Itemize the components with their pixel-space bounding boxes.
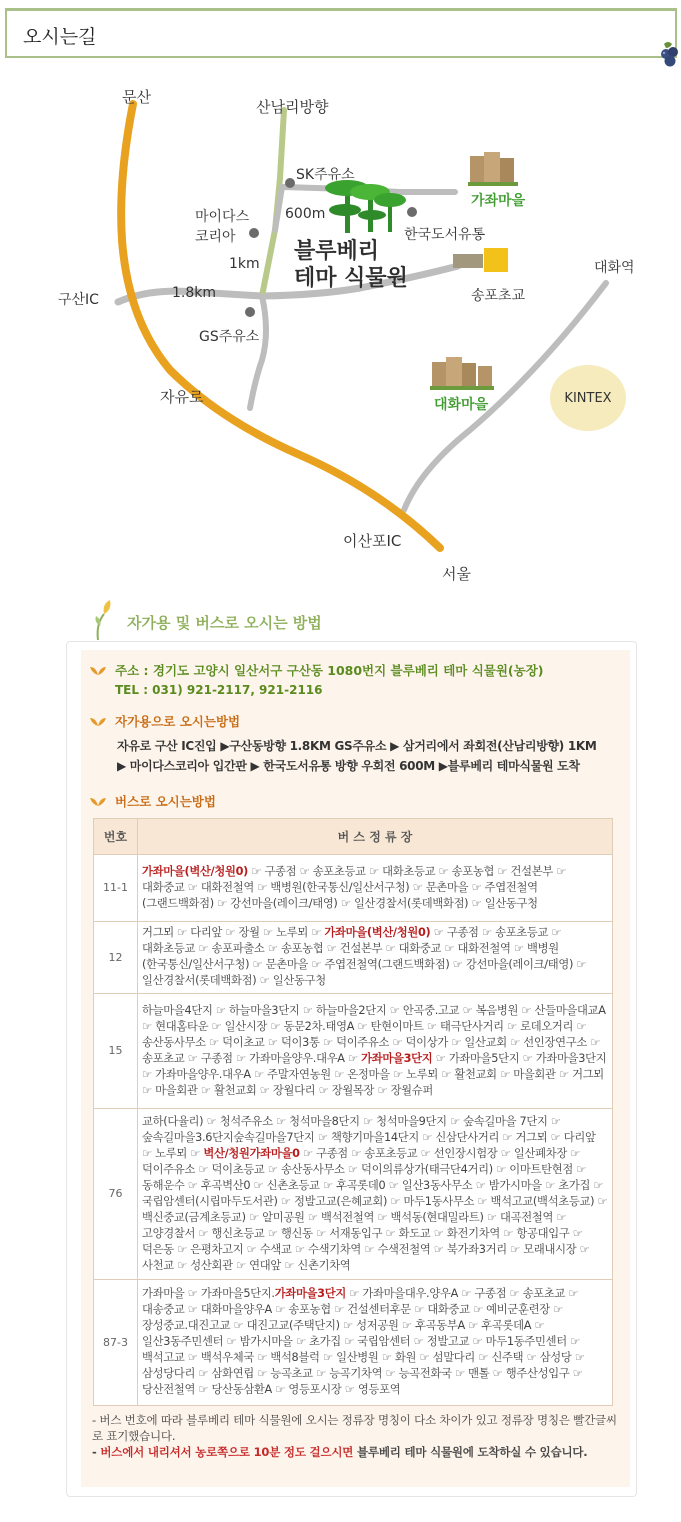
note-walk-highlight: 버스에서 내리셔서 농로쪽으로 10분 정도 걸으시면 (100, 1445, 354, 1459)
stop-text: 가좌마을 ☞ 가좌마을5단지. (142, 1287, 275, 1300)
garden-name (294, 238, 408, 292)
stop-highlight: 가좌마을3단지 (274, 1287, 346, 1300)
table-row (94, 1280, 613, 1406)
route-stops (138, 855, 613, 922)
label-korea: 코리아 (195, 229, 236, 245)
label-madas: 마이다스 (195, 209, 250, 225)
label-kintex: KINTEX (564, 390, 612, 406)
route-stops (138, 1280, 613, 1406)
table-row (94, 994, 613, 1109)
label-daehwa-station: 대화역 (594, 260, 635, 276)
kintex-marker (550, 365, 626, 431)
label-600m: 600m (285, 206, 326, 222)
page-title: 오시는길 (23, 26, 97, 48)
apartment-icon-daehwa (430, 357, 494, 390)
directions-map (0, 70, 681, 590)
gs-marker (245, 307, 255, 317)
table-header-row (94, 819, 613, 855)
stop-text: ☞ 구종점 ☞ 송포초등교 ☞ 대화초등교 ☞ 송포파출소 ☞ 송포농협 ☞ 건설본부 ☞ 대화중교 ☞ 대화전철역 ☞ 백병원(한국통신/일산서구청) ☞ 문촌마을 ☞ 주엽전철역(그랜드백화점) ☞ 강선마을(레이크/태영) ☞ 일산경찰서(롯데백화점) ☞ 일산동구청 (142, 926, 587, 987)
car-directions-line2: ▶ 마이다스코리아 입간판 ▶ 한국도서유통 방향 우회전 600M ▶블루베리 테마식물원 도착 (117, 759, 580, 773)
address-label: 주소 (115, 663, 140, 678)
car-heading: 자가용으로 오시는방법 (115, 714, 241, 729)
note-stop-names: - 버스 번호에 따라 블루베리 테마 식물원에 오시는 정류장 명칭이 다소 차이가 있고 정류장 명칭은 빨간글씨로 표기했습니다. (92, 1413, 617, 1443)
label-gusan-ic: 구산IC (58, 292, 99, 308)
table-row (94, 855, 613, 922)
leaf-bullet-icon (90, 716, 106, 726)
address-line (115, 661, 544, 679)
leaf-bullet-icon (90, 796, 106, 806)
label-seoul: 서울 (442, 565, 471, 583)
route-stops (138, 994, 613, 1109)
sk-marker (285, 178, 295, 188)
hanguk-marker (407, 207, 417, 217)
stop-text: ☞ 가좌마을5단지 ☞ 가좌마을3단지 ☞ 가좌마을양우.대우A ☞ 주말자연농원 ☞ 온정마을 ☞ 노루뫼 ☞ 활천교회 ☞ 마을회관 ☞ 거그뫼 ☞ 마을회관 ☞ 활천교회 ☞ 장월다리 ☞ 장월목장 ☞ 장월슈퍼 (142, 1051, 607, 1097)
garden-name-line1: 블루베리 (294, 239, 380, 264)
header-no: 번호 (94, 819, 138, 855)
label-1km: 1km (229, 256, 260, 272)
page-title-bar (5, 8, 677, 58)
route-stops (138, 1109, 613, 1280)
address-value: : 경기도 고양시 일산서구 구산동 1080번지 블루베리 테마 식물원(농장) (143, 663, 544, 678)
palm-tree-icon (325, 180, 406, 233)
stop-highlight: 가좌마을(벽산/청원0) (324, 926, 431, 939)
label-sannamri: 산남리방향 (256, 98, 329, 116)
stop-highlight: 벽산/청원가좌마을0 (203, 1146, 300, 1160)
stop-highlight: 가좌마을3단지 (361, 1051, 433, 1065)
stop-highlight: 가좌마을(벽산/청원0) (142, 864, 249, 878)
stop-text: ☞ 구종점 ☞ 송포초등교 ☞ 선인장시험장 ☞ 일산폐차장 ☞ 덕이주유소 ☞ 덕이초등교 ☞ 송산동사무소 ☞ 덕이의류상가(태극단4거리) ☞ 이마트탄현점 ☞ 동해운수 ☞ 후곡벽산0 ☞ 신촌초등교 ☞ 후곡롯데0 ☞ 일산3동사무소 ☞ 밤가시마을 ☞ 초가집 ☞ 국립암센터(시립마두도서관) ☞ 정발고교(은혜교회) ☞ 마두1동사무소 ☞ 백석고교(백석초등교) ☞ 백신중교(금계초등교) ☞ 알미공원 ☞ 백석전철역 ☞ 백석동(현대밀라트) ☞ 대곡전철역 ☞ 고양경찰서 ☞ 행신초등교 ☞ 행신동 ☞ 서재동입구 ☞ 화도교 ☞ 화전기차역 ☞ 항공대입구 ☞ 덕은동 ☞ 은평차고지 ☞ 수색교 ☞ 수색기차역 ☞ 수색전철역 ☞ 북가좌3거리 ☞ 모래내시장 ☞ 사천교 ☞ 성산회관 ☞ 연대앞 ☞ 신촌기차역 (142, 1146, 608, 1272)
label-hanguk: 한국도서유통 (404, 227, 486, 243)
label-munsan: 문산 (122, 88, 151, 106)
label-gajwa-village: 가좌마을 (471, 193, 526, 209)
stop-text: 하늘마을4단지 ☞ 하늘마을3단지 ☞ 하늘마을2단지 ☞ 안곡중.고교 ☞ 복음병원 ☞ 산들마을대교A ☞ 현대홈타운 ☞ 일산시장 ☞ 동문2차.태영A ☞ 탄현이마트 ☞ 태극단사거리 ☞ 로데오거리 ☞ 송산동사무소 ☞ 덕이초교 ☞ 덕이3통 ☞ 덕이주유소 ☞ 덕이상가 ☞ 일산교회 ☞ 선인장연구소 ☞ 송포초교 ☞ 구종점 ☞ 가좌마을양우.대우A ☞ (142, 1003, 606, 1065)
bus-stops-table (93, 818, 613, 1406)
car-directions-line1: 자유로 구산 IC진입 ▶구산동방향 1.8KM GS주유소 ▶ 삼거리에서 좌회전(산남리방향) 1KM (117, 739, 597, 753)
sprout-icon (92, 600, 118, 640)
bus-heading: 버스로 오시는방법 (115, 794, 216, 809)
label-daehwa-village: 대화마을 (434, 397, 489, 413)
madas-marker (249, 228, 259, 238)
route-number: 87-3 (94, 1280, 138, 1406)
label-sk: SK주유소 (296, 167, 355, 183)
table-row (94, 1109, 613, 1280)
header-stops: 버 스 정 류 장 (138, 819, 613, 855)
stop-text: 거그뫼 ☞ 다리앞 ☞ 장월 ☞ 노루뫼 ☞ (142, 926, 325, 939)
label-isanpo-ic: 이산포IC (343, 532, 402, 550)
route-number: 12 (94, 922, 138, 994)
leaf-bullet-icon (90, 665, 106, 675)
label-gs: GS주유소 (199, 329, 260, 345)
table-row (94, 922, 613, 994)
label-1-8km: 1.8km (172, 285, 217, 301)
stop-text: ☞ 가좌마을대우.양우A ☞ 구종점 ☞ 송포초교 ☞ 대송중교 ☞ 대화마을양우A ☞ 송포농협 ☞ 건설센터후문 ☞ 대화중교 ☞ 예비군훈련장 ☞ 장성중교.대진고교 ☞ 대진고교(주택단지) ☞ 성저공원 ☞ 후곡동부A ☞ 후곡롯데A ☞ 일산3동주민센터 ☞ 밤가시마을 ☞ 초가집 ☞ 국립암센터 ☞ 정발고교 ☞ 마두1동주민센터 ☞ 백석고교 ☞ 백석우체국 ☞ 백석8블럭 ☞ 일산병원 ☞ 화원 ☞ 섬말다리 ☞ 신주택 ☞ 삼성당 ☞ 삼성당다리 ☞ 삼화연립 ☞ 능곡초교 ☞ 능곡기차역 ☞ 능곡전화국 ☞ 맨톨 ☞ 행주산성입구 ☞ 당산전철역 ☞ 당산동삼환A ☞ 영등포시장 ☞ 영등포역 (142, 1287, 585, 1396)
blueberry-icon (658, 40, 681, 70)
route-number: 11-1 (94, 855, 138, 922)
stop-text: 교하(다율리) ☞ 청석주유소 ☞ 청석마을8단지 ☞ 청석마을9단지 ☞ 숲속길마을 7단지 ☞ 숲속길마을3.6단지숲속길마을7단지 ☞ 책향기마을14단지 ☞ 신삼단사거리 ☞ 거그뫼 ☞ 다리앞 ☞ 노루뫼 ☞ (142, 1114, 596, 1160)
note-walk-prefix: - (92, 1445, 101, 1459)
route-number: 76 (94, 1109, 138, 1280)
apartment-icon-gajwa (468, 152, 518, 186)
school-icon (453, 248, 508, 272)
route-number: 15 (94, 994, 138, 1109)
tel-line: TEL : 031) 921-2117, 921-2116 (115, 683, 323, 697)
label-jayuro: 자유로 (160, 388, 204, 406)
section-title: 자가용 및 버스로 오시는 방법 (127, 614, 322, 632)
garden-name-line2: 테마 식물원 (294, 266, 408, 291)
note-walk (92, 1444, 617, 1460)
route-stops (138, 922, 613, 994)
label-songpo: 송포초교 (471, 288, 526, 304)
note-walk-rest: 블루베리 테마 식물원에 도착하실 수 있습니다. (353, 1445, 588, 1459)
stop-text: ☞ 구종점 ☞ 송포초등교 ☞ 대화초등교 ☞ 송포농협 ☞ 건설본부 ☞ 대화중교 ☞ 대화전철역 ☞ 백병원(한국통신/일산서구청) ☞ 문촌마을 ☞ 주엽전철역(그랜드백화점) ☞ 강선마을(레이크/태영) ☞ 일산경찰서(롯데백화점) ☞ 일산동구청 (142, 864, 567, 910)
